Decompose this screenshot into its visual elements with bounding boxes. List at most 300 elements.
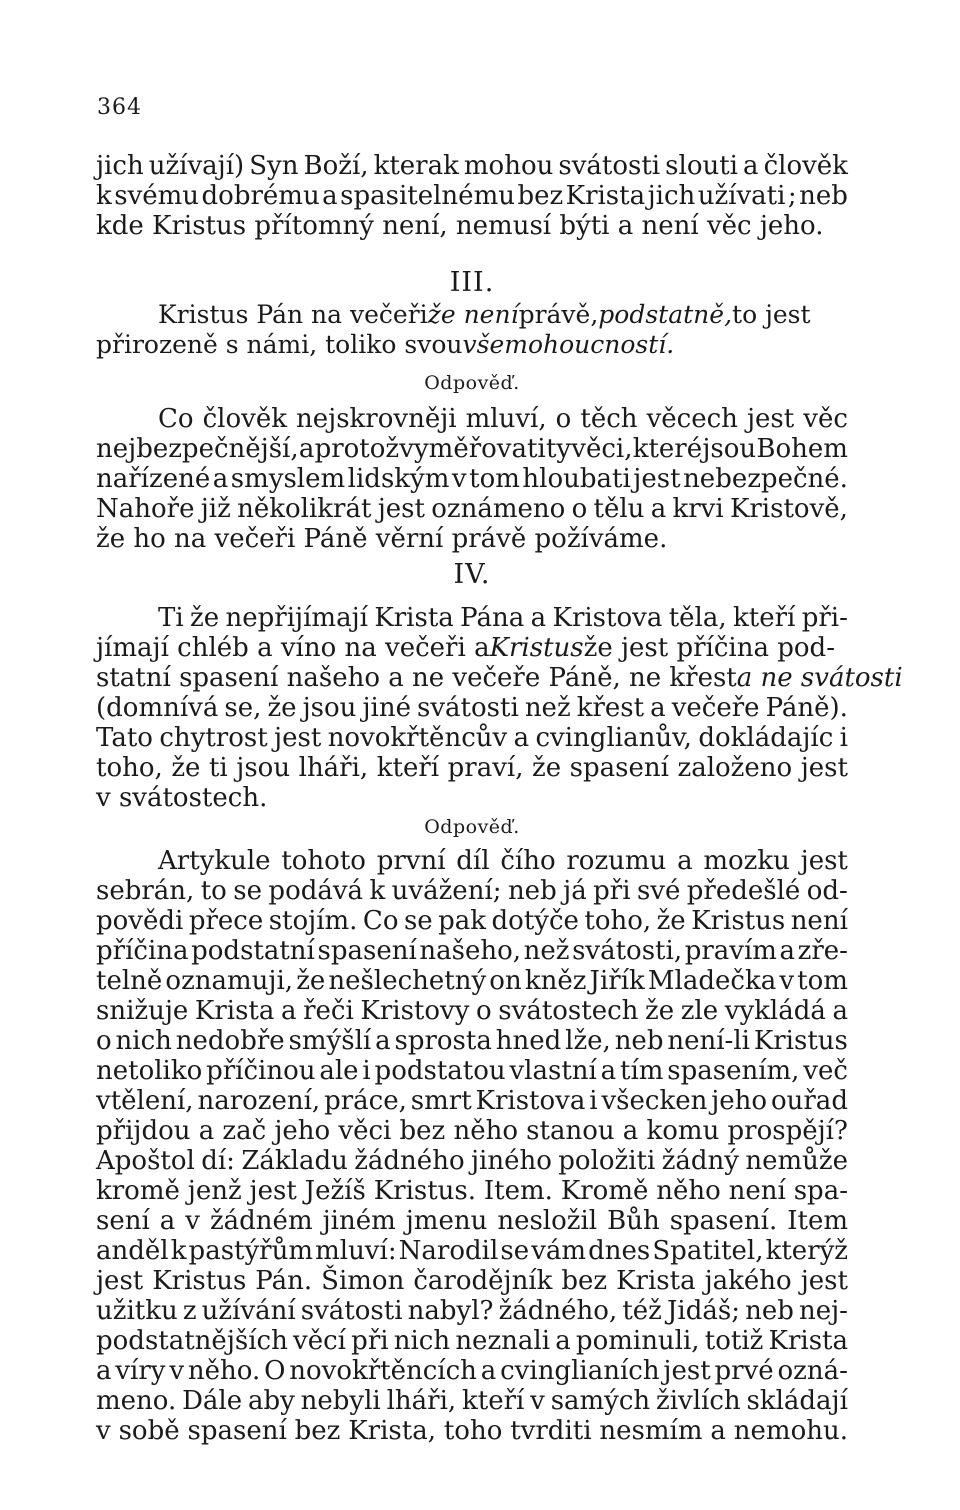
word: víry — [115, 1356, 166, 1386]
word: podstatnějších — [96, 1326, 288, 1356]
word: smrt — [410, 1086, 472, 1116]
word: Ti — [158, 603, 184, 633]
word: a — [212, 464, 229, 494]
text-line — [96, 1056, 848, 1086]
word: dobrému — [201, 181, 320, 211]
word: k — [96, 181, 112, 211]
word: Boží, — [303, 151, 369, 181]
word: jsou — [302, 693, 357, 723]
word: dnes — [588, 1236, 651, 1266]
word: několikrát — [237, 494, 372, 524]
word: jest — [800, 846, 848, 876]
word: sebrán, — [96, 876, 195, 906]
word: Kristova — [475, 1086, 586, 1116]
word: čarodějník — [413, 1266, 553, 1296]
word: mluví, — [465, 404, 547, 434]
word: svátosti, — [572, 936, 683, 966]
word: jenž — [187, 1176, 242, 1206]
word: jsou — [702, 434, 757, 464]
word: nedobře — [175, 1026, 285, 1056]
word: těla, — [668, 603, 727, 633]
word: a — [280, 996, 297, 1026]
word: že — [190, 603, 220, 633]
word: o — [555, 404, 572, 434]
word: totiž — [704, 1326, 764, 1356]
word: a — [480, 1356, 497, 1386]
word: Kromě — [560, 1176, 649, 1206]
word: čího — [500, 846, 556, 876]
word: kromě — [96, 1176, 180, 1206]
word: položiti — [558, 1146, 656, 1176]
word: a — [555, 1326, 571, 1356]
word: meno. — [96, 1386, 177, 1416]
text-line: kde Kristus přítomný není, nemusí býti a není věc jeho. — [96, 211, 824, 241]
word: cvinglianův, — [535, 723, 692, 753]
word: Apoštol — [96, 1146, 195, 1176]
word: křest — [576, 693, 645, 723]
word: tělu — [593, 494, 645, 524]
word: pominuli, — [575, 1326, 700, 1356]
word: Kristus — [691, 906, 786, 936]
word: podává — [268, 876, 364, 906]
word: Kristus. — [373, 1176, 477, 1206]
word: nemůže — [745, 1146, 848, 1176]
word: kterak — [373, 151, 459, 181]
word: věcech — [646, 404, 738, 434]
word: mozku — [703, 846, 790, 876]
text-line: Kristus Pán na večeři že není právě, podstatně, to jest — [158, 300, 811, 329]
word: podstatní — [191, 936, 315, 966]
word: při — [351, 1326, 389, 1356]
word: nešlechetný — [328, 966, 487, 996]
word: Krista — [616, 1266, 696, 1296]
word: jmenu — [405, 1206, 488, 1236]
word: v — [779, 966, 795, 996]
word: věci — [338, 1116, 392, 1146]
word: v — [185, 1206, 200, 1236]
text-line — [96, 753, 848, 783]
word: samých — [550, 1386, 651, 1416]
text-line — [96, 1026, 848, 1056]
word: oznamuji, — [165, 966, 294, 996]
text-line — [96, 936, 848, 966]
paragraph-intro — [96, 151, 848, 241]
word: a — [96, 1356, 112, 1386]
text-line — [96, 1206, 848, 1236]
word: i — [362, 1056, 371, 1086]
text-line — [96, 1326, 848, 1356]
word: hloubati — [522, 464, 631, 494]
word: jiného — [470, 1146, 552, 1176]
word: Artykule — [158, 846, 271, 876]
word: dotýče — [491, 906, 579, 936]
word: se — [233, 876, 262, 906]
word: spasitelnému — [340, 181, 515, 211]
word: vtělení, — [96, 1086, 194, 1116]
word: užívati — [697, 181, 786, 211]
word: Tato — [96, 723, 153, 753]
word: i — [839, 723, 848, 753]
word: zře- — [797, 936, 848, 966]
word: Krista — [565, 181, 646, 211]
word: novokřtěncův — [327, 723, 508, 753]
word: protož — [314, 434, 400, 464]
word: všecken — [601, 1086, 708, 1116]
word: a — [710, 1416, 726, 1446]
word: jich — [647, 181, 696, 211]
word: cvinglianích — [500, 1356, 660, 1386]
word: našeho, — [419, 936, 522, 966]
word: v — [530, 1386, 545, 1416]
word: člověk — [202, 404, 287, 434]
word: Pán. — [255, 1266, 313, 1296]
word: vlastní — [509, 1056, 597, 1086]
word: nich — [393, 1326, 451, 1356]
word: věcí — [293, 1326, 346, 1356]
word: pravím — [684, 936, 777, 966]
word: kteří — [733, 603, 796, 633]
word: své — [636, 876, 681, 906]
text-line — [96, 1266, 848, 1296]
word: uvážení; — [391, 876, 502, 906]
word: nepřijímají — [225, 603, 368, 633]
word: stojím. — [268, 906, 358, 936]
word: svátosti — [300, 1296, 403, 1326]
answer-label: Odpověď. — [424, 816, 520, 838]
word: při- — [801, 603, 848, 633]
word: Kristus — [753, 1026, 848, 1056]
word: něho — [453, 1116, 518, 1146]
word: díl — [456, 846, 490, 876]
word: jest — [746, 404, 795, 434]
word: spasení. — [669, 1206, 778, 1236]
word: spasení — [187, 1416, 287, 1446]
text-line — [96, 876, 848, 906]
word: sení — [96, 1206, 150, 1236]
word: spa- — [793, 1176, 848, 1206]
word: o — [476, 996, 492, 1026]
word: a — [650, 693, 666, 723]
word: Jiřík — [589, 966, 645, 996]
text-line — [96, 1086, 848, 1116]
word: tom — [797, 966, 848, 996]
word: užitku — [96, 1296, 178, 1326]
word: příčinou — [206, 1056, 316, 1086]
word: nej- — [798, 1296, 848, 1326]
word: založeno — [677, 753, 793, 783]
word: snižuje — [96, 996, 189, 1026]
word: jest — [663, 1356, 711, 1386]
word: Pána — [460, 603, 525, 633]
word: a — [159, 1206, 176, 1236]
word: k — [369, 876, 386, 906]
word: Co — [362, 906, 399, 936]
word: lháři, — [298, 753, 369, 783]
word: jest — [800, 753, 848, 783]
word: a — [198, 1116, 215, 1146]
word: kněz — [524, 966, 587, 996]
thesis-iii — [96, 300, 848, 360]
word: skládají — [746, 1386, 848, 1416]
word: i — [589, 1086, 598, 1116]
word: prospějí? — [727, 1116, 848, 1146]
word: Bohem — [756, 434, 848, 464]
word: povědi — [96, 906, 184, 936]
word: spasením, — [667, 1056, 800, 1086]
word: nesložil — [497, 1206, 598, 1236]
word: kteří — [376, 753, 440, 783]
word: nejskrovněji — [296, 404, 457, 434]
word: že — [296, 966, 326, 996]
word: není — [790, 906, 848, 936]
word: a — [530, 603, 547, 633]
text-line — [96, 1356, 848, 1386]
word: tvrditi — [510, 1416, 592, 1446]
word: něho — [656, 1176, 721, 1206]
word: přijdou — [96, 1116, 191, 1146]
word: telně — [96, 966, 163, 996]
word: jest — [274, 723, 322, 753]
word: Item. — [483, 1176, 553, 1206]
text-line — [96, 1146, 848, 1176]
word: které — [632, 434, 703, 464]
word: jest — [633, 464, 681, 494]
word: Spatitel, — [652, 1236, 764, 1266]
text-line — [96, 1236, 848, 1266]
word: neb — [507, 876, 557, 906]
word: Krista — [194, 996, 275, 1026]
answer-iv — [96, 846, 848, 1446]
word: prvé — [714, 1356, 774, 1386]
word: a — [375, 1026, 391, 1056]
word: dokládajíc — [698, 723, 834, 753]
word: práce, — [324, 1086, 407, 1116]
word: Bůh — [607, 1206, 660, 1236]
word: pak — [438, 906, 487, 936]
word: neb — [614, 1026, 664, 1056]
word: ty — [545, 434, 572, 464]
word: ti — [208, 753, 228, 783]
word: jsou — [236, 753, 291, 783]
word: o — [571, 494, 588, 524]
word: že — [656, 906, 686, 936]
word: lháři, — [386, 1386, 457, 1416]
word: ; — [787, 181, 797, 211]
word: Item — [787, 1206, 848, 1236]
word: již — [200, 494, 231, 524]
word: od- — [806, 876, 848, 906]
text-line — [96, 603, 848, 633]
word: než — [523, 936, 570, 966]
word: a — [743, 151, 759, 181]
word: Mladečka — [647, 966, 777, 996]
word: žádný — [661, 1146, 739, 1176]
text-line — [96, 1116, 848, 1146]
page-number: 364 — [97, 95, 142, 120]
word: komu — [646, 1116, 720, 1146]
text-line — [96, 181, 848, 211]
text-line — [96, 693, 848, 723]
word: jest — [377, 494, 425, 524]
word: smyslem — [230, 464, 346, 494]
word: první — [376, 846, 446, 876]
word: tím — [620, 1056, 664, 1086]
word: svátosti — [417, 693, 519, 723]
text-line — [96, 404, 848, 434]
word: a — [622, 1116, 639, 1146]
word: (domnívá — [96, 693, 219, 723]
word: řeči — [303, 996, 354, 1026]
word: pastýřům — [188, 1236, 313, 1266]
text-line — [96, 1296, 848, 1326]
word: sobě — [118, 1416, 180, 1446]
word: netoliko — [96, 1056, 203, 1086]
word: lže, — [565, 1026, 611, 1056]
word: a — [650, 494, 667, 524]
word: toho — [443, 1416, 503, 1446]
word: nejbezpečnější, — [96, 434, 299, 464]
word: bez — [294, 1416, 341, 1446]
word: Kristova — [552, 603, 663, 633]
word: nich — [115, 1026, 172, 1056]
word: ouřad — [770, 1086, 848, 1116]
word: nařízené — [96, 464, 211, 494]
word: podstatou — [374, 1056, 506, 1086]
word: aby — [247, 1386, 295, 1416]
word: tom — [469, 464, 520, 494]
word: novokřtěncích — [289, 1356, 477, 1386]
word: stanou — [526, 1116, 615, 1146]
word: v — [96, 1416, 111, 1446]
word: Jidáš; — [666, 1296, 740, 1326]
word: užívají) — [148, 151, 245, 181]
text-line: přirozeně s námi, toliko svou všemohoucností. — [96, 330, 675, 359]
word: Základu — [241, 1146, 348, 1176]
word: kterýž — [765, 1236, 848, 1266]
word: oznámeno — [431, 494, 566, 524]
text-line — [96, 1386, 848, 1416]
word: jakého — [704, 1266, 792, 1296]
word: z — [182, 1296, 197, 1326]
word: svátosti — [558, 151, 661, 181]
word: se — [500, 1236, 530, 1266]
word: nebyli — [300, 1386, 381, 1416]
word: lidským — [347, 464, 450, 494]
word: já — [563, 876, 587, 906]
word: a — [832, 996, 848, 1026]
word: užívání — [201, 1296, 296, 1326]
word: zač — [222, 1116, 267, 1146]
word: Narodil — [398, 1236, 499, 1266]
word: předešlé — [686, 876, 801, 906]
word: neb — [799, 181, 848, 211]
word: Kristově, — [729, 494, 848, 524]
word: kteří — [461, 1386, 525, 1416]
word: nesmím — [599, 1416, 703, 1446]
word: jiné — [362, 693, 411, 723]
word: věc — [803, 404, 848, 434]
word: že — [532, 753, 562, 783]
text-line — [96, 906, 848, 936]
word: Kristus — [152, 1266, 247, 1296]
word: v — [169, 1356, 185, 1386]
text-line — [96, 996, 848, 1026]
word: ozná- — [777, 1356, 848, 1386]
text-line: jímají chléb a víno na večeři a Kristus že jest příčina pod- — [96, 633, 835, 663]
word: těch — [580, 404, 638, 434]
word: neznali — [455, 1326, 551, 1356]
word: žádného, — [498, 1296, 618, 1326]
word: nabyl? — [407, 1296, 494, 1326]
word: zle — [680, 996, 719, 1026]
word: Nahoře — [96, 494, 195, 524]
word: přece — [188, 906, 264, 936]
word: vykládá — [724, 996, 826, 1026]
word: se — [403, 906, 433, 936]
word: Co — [158, 404, 194, 434]
word: Syn — [249, 151, 299, 181]
word: to — [200, 876, 227, 906]
word: a — [600, 1056, 617, 1086]
word: nebezpečné. — [683, 464, 848, 494]
word: jeho — [711, 1086, 768, 1116]
word: žádném — [209, 1206, 313, 1236]
word: Krista — [768, 1326, 848, 1356]
word: při — [593, 876, 631, 906]
text-line: že ho na večeři Páně věrní právě požíváme. — [96, 524, 668, 554]
word: též — [622, 1296, 662, 1326]
section-heading-iv: IV. — [453, 559, 491, 590]
word: než — [524, 693, 571, 723]
word: vám — [531, 1236, 587, 1266]
word: praví, — [447, 753, 524, 783]
word: chytrost — [159, 723, 268, 753]
word: a — [677, 846, 693, 876]
word: Kristovy — [360, 996, 470, 1026]
word: spasení — [317, 936, 417, 966]
word: toho, — [96, 753, 163, 783]
word: Krista — [374, 603, 454, 633]
text-line — [96, 494, 848, 524]
word: jeho — [274, 1116, 331, 1146]
text-line: statní spasení našeho a ne večeře Páně, ne křest a ne svátosti — [96, 663, 903, 693]
word: nemohu. — [733, 1416, 848, 1446]
word: anděl — [96, 1236, 169, 1266]
word: narození, — [197, 1086, 321, 1116]
word: o — [96, 1026, 112, 1056]
word: on — [489, 966, 522, 996]
text-line — [96, 966, 848, 996]
word: ale — [319, 1056, 359, 1086]
text-line — [96, 1176, 848, 1206]
word: več — [803, 1056, 848, 1086]
word: v — [451, 464, 467, 494]
word: Krista, — [348, 1416, 436, 1446]
word: a — [779, 936, 796, 966]
word: není-li — [667, 1026, 750, 1056]
word: mluví: — [315, 1236, 397, 1266]
word: bez — [399, 1116, 446, 1146]
word: věci, — [571, 434, 633, 464]
text-line — [96, 723, 848, 753]
word: mohou — [463, 151, 554, 181]
word: vyměřovati — [399, 434, 546, 464]
word: smýšlí — [288, 1026, 372, 1056]
section-heading-iii: III. — [449, 267, 495, 298]
word: Dále — [182, 1386, 243, 1416]
word: O — [264, 1356, 286, 1386]
word: spasení — [569, 753, 669, 783]
